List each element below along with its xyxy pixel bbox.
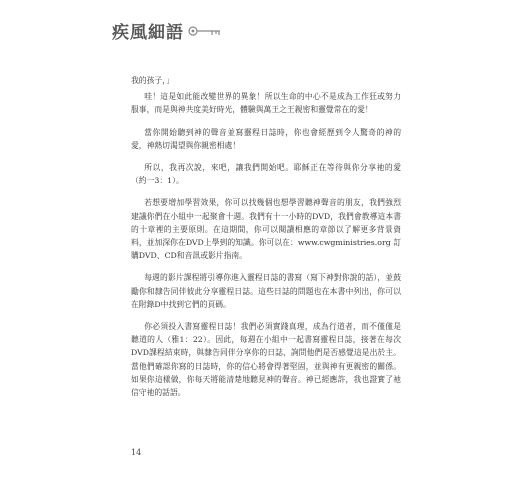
paragraph: 若想要增加學習效果，你可以找幾個也想學習聽神聲音的朋友，我們強烈建議你們在小組中一起聚會十週。我們有十一小時的DVD，我們會教導這本書的十章裡的主要原則。在這期間，你可以閱讀相應的章節以了解更多背景資料，並加深你在DVD上學到的知識。你可以在：www.cwgministries.org 訂購DVD、CD和音訊或影片指南。 [131,198,401,261]
page-header-title: 疾風細語 [112,23,184,43]
body-text [131,74,401,408]
paragraph: 你必須投入書寫靈程日誌！我們必須實踐真理，成為行道者，而不僅僅是聽道的人（雅1：22）。因此，每週在小組中一起書寫靈程日誌，接著在每次DVD課程結束時，與隸告同伴分享你的日誌，詢問他們是否感覺這是出於主。當他們確認你寫的日誌時，你的信心將會得著堅固，並與神有更親密的關係。如果你這樣做，你每天將能清楚地聽見神的聲音。神已經應許，我也證實了祂信守祂的話語。 [131,322,401,398]
paragraph: 我的孩子，」 [131,76,174,85]
paragraph: 當你開始聽到神的聲音並寫靈程日誌時，你也會經歷到令人驚奇的神的愛，神熱切渴望與你親密相處！ [131,127,401,150]
paragraph: 所以，我再次說，來吧，讓我們開始吧。耶穌正在等待與你分享祂的愛（約一3：1）。 [131,163,401,186]
page-number: 14 [131,448,142,457]
paragraph: 哇！這是如此能改變世界的異象！所以生命的中心不是成為工作狂或努力服事，而是與神共度美好時光，體驗與萬王之王親密和靈覺常在的愛！ [131,92,401,115]
running-header [112,18,222,43]
paragraph: 每週的影片課程將引導你進入靈程日誌的書寫（寫下神對你說的話），並鼓勵你和隸告同伴彼此分享靈程日誌。這些日誌的問題也在本書中列出，你可以在附錄D中找到它們的頁碼。 [131,273,401,309]
key-icon [188,24,222,38]
